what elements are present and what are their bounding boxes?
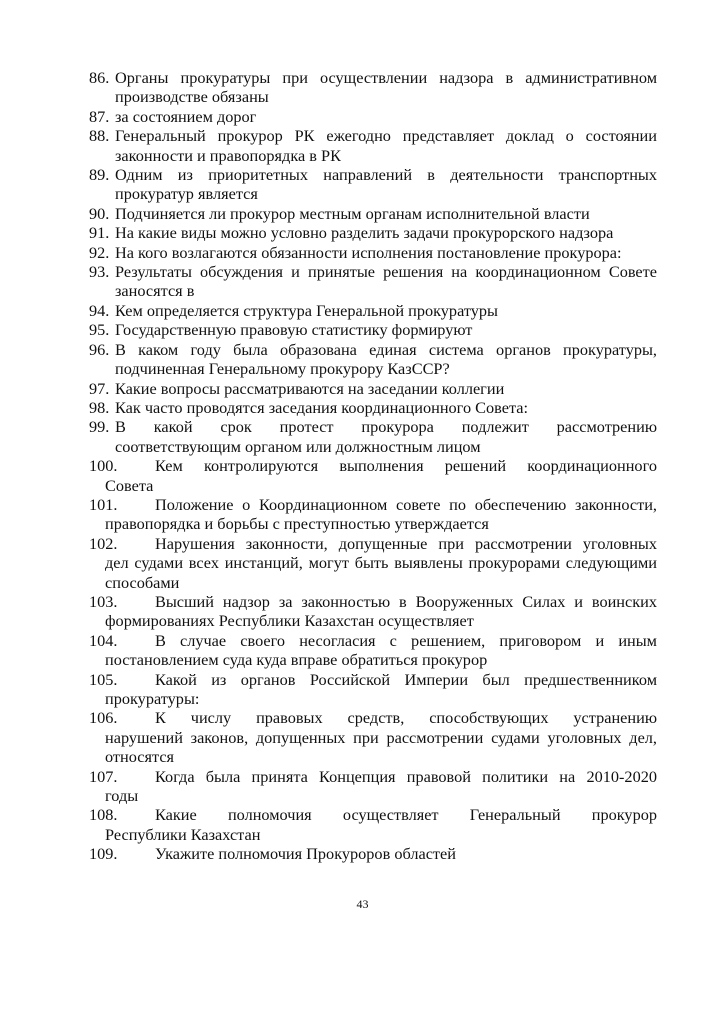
question-text-continuation: подчиненная Генеральному прокурору КазССР? <box>115 359 450 379</box>
question-item <box>89 767 657 806</box>
question-number: 92. <box>89 242 110 262</box>
question-number: 99. <box>89 417 110 437</box>
question-item <box>89 592 657 631</box>
question-number: 105. <box>89 669 118 689</box>
question-number: 104. <box>89 630 118 650</box>
question-text-first-line: Какой из органов Российской Империи был предшественником <box>155 669 657 689</box>
question-text-continuation: годы <box>105 786 139 806</box>
question-item <box>89 417 657 456</box>
question-text-first-line: Положение о Координационном совете по обеспечению законности, <box>155 494 657 514</box>
question-text-continuation: заносятся в <box>115 281 195 301</box>
question-number: 95. <box>89 320 110 340</box>
question-item <box>89 495 657 534</box>
question-item <box>89 631 657 670</box>
question-text-first-line: Одним из приоритетных направлений в деятельности транспортных <box>115 165 657 185</box>
question-number: 97. <box>89 378 110 398</box>
question-text-continuation: формированиях Республики Казахстан осуществляет <box>105 611 474 631</box>
question-text: На какие виды можно условно разделить задачи прокурорского надзора <box>115 223 614 243</box>
question-item <box>89 204 657 223</box>
question-item <box>89 534 657 592</box>
question-item <box>89 398 657 417</box>
question-text-continuation: прокуратуры: <box>105 689 200 708</box>
question-text: Укажите полномочия Прокуроров областей <box>155 844 456 864</box>
question-item <box>89 844 657 863</box>
question-text: Какие вопросы рассматриваются на заседании коллегии <box>115 378 505 398</box>
question-text: На кого возлагаются обязанности исполнения постановление прокурора: <box>115 242 622 262</box>
page-number: 43 <box>356 897 369 911</box>
question-item <box>89 126 657 165</box>
question-item <box>89 805 657 844</box>
question-number: 93. <box>89 262 110 282</box>
question-text-first-line: Кем контролируются выполнения решений координационного <box>155 456 657 476</box>
question-number: 89. <box>89 165 110 185</box>
question-number: 107. <box>89 766 118 786</box>
question-number: 108. <box>89 805 118 825</box>
question-item <box>89 223 657 242</box>
question-text-first-line: В какой срок протест прокурора подлежит рассмотрению <box>115 417 657 437</box>
question-text: Кем определяется структура Генеральной прокуратуры <box>115 300 498 320</box>
question-item <box>89 456 657 495</box>
question-text-continuation: прокуратур является <box>115 184 258 204</box>
question-text-first-line: К числу правовых средств, способствующих устранению <box>155 708 657 728</box>
question-item <box>89 243 657 262</box>
question-item <box>89 68 657 107</box>
question-item <box>89 340 657 379</box>
question-number: 98. <box>89 397 110 417</box>
question-text-continuation: соответствующим органом или должностным лицом <box>115 436 481 456</box>
question-text-first-line: Высший надзор за законностью в Вооруженных Силах и воинских <box>155 591 657 611</box>
question-number: 87. <box>89 106 110 126</box>
question-text-first-line: Какие полномочия осуществляет Генеральный прокурор <box>155 805 657 825</box>
question-item <box>89 262 657 301</box>
question-text: Подчиняется ли прокурор местным органам исполнительной власти <box>115 203 590 223</box>
question-text: Как часто проводятся заседания координационного Совета: <box>115 397 529 417</box>
question-item <box>89 670 657 709</box>
question-number: 96. <box>89 339 110 359</box>
question-number: 101. <box>89 494 118 514</box>
question-text-first-line: Когда была принята Концепция правовой политики на 2010-2020 <box>155 766 657 786</box>
question-text-first-line: Органы прокуратуры при осуществлении надзора в административном <box>115 68 657 87</box>
question-item <box>89 379 657 398</box>
question-text-continuation: Совета <box>105 475 154 495</box>
question-number: 90. <box>89 203 110 223</box>
question-number: 94. <box>89 300 110 320</box>
question-text-first-line: Генеральный прокурор РК ежегодно представляет доклад о состоянии <box>115 126 657 146</box>
question-item <box>89 165 657 204</box>
question-number: 88. <box>89 126 110 146</box>
question-text: Государственную правовую статистику формируют <box>115 320 473 340</box>
question-text-continuation: нарушений законов, допущенных при рассмотрении судами уголовных дел, относятся <box>105 727 657 767</box>
question-text-continuation: правопорядка и борьбы с преступностью утверждается <box>105 514 489 534</box>
question-number: 103. <box>89 591 118 611</box>
question-text-first-line: В каком году была образована единая система органов прокуратуры, <box>115 339 657 359</box>
question-list <box>89 68 657 864</box>
question-number: 109. <box>89 844 118 864</box>
question-number: 100. <box>89 456 118 476</box>
question-text-continuation: постановлением суда куда вправе обратиться прокурор <box>105 650 488 670</box>
question-text-first-line: Результаты обсуждения и принятые решения на координационном Совете <box>115 262 657 282</box>
question-number: 86. <box>89 68 110 87</box>
question-item <box>89 107 657 126</box>
question-text-first-line: Нарушения законности, допущенные при рассмотрении уголовных <box>155 533 657 553</box>
question-number: 106. <box>89 708 118 728</box>
question-item <box>89 301 657 320</box>
question-text-continuation: производстве обязаны <box>115 87 269 107</box>
question-item <box>89 320 657 339</box>
question-text: за состоянием дорог <box>115 106 257 126</box>
question-text-first-line: В случае своего несогласия с решением, приговором и иным <box>155 630 657 650</box>
question-item <box>89 708 657 766</box>
question-text-continuation: дел судами всех инстанций, могут быть выявлены прокурорами следующими способами <box>105 553 657 592</box>
question-number: 102. <box>89 533 118 553</box>
question-text-continuation: Республики Казахстан <box>105 824 261 844</box>
question-number: 91. <box>89 223 110 243</box>
question-text-continuation: законности и правопорядка в РК <box>115 145 341 165</box>
